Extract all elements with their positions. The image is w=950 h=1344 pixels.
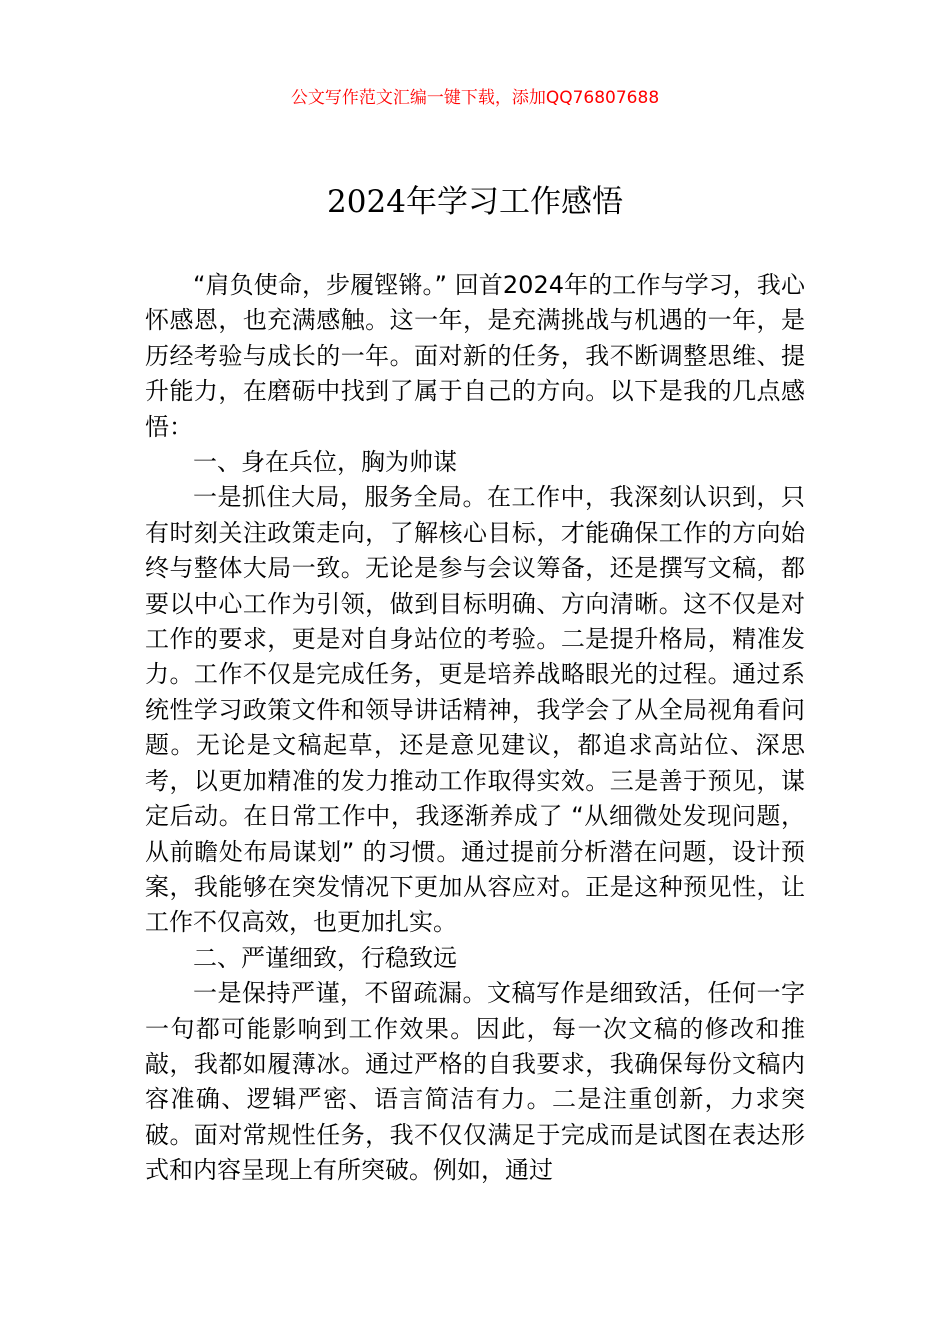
intro-paragraph: “肩负使命，步履铿锵。” 回首2024年的工作与学习，我心怀感恩，也充满感触。这一年，是充满挑战与机遇的一年，是历经考验与成长的一年。面对新的任务，我不断调整思维、提升能力，在磨砺中找到了属于自己的方向。以下是我的几点感悟： bbox=[145, 271, 805, 441]
section-1-paragraph: 一是抓住大局，服务全局。在工作中，我深刻认识到，只有时刻关注政策走向，了解核心目标，才能确保工作的方向始终与整体大局一致。无论是参与会议筹备，还是撰写文稿，都要以中心工作为引领，做到目标明确、方向清晰。这不仅是对工作的要求，更是对自身站位的考验。二是提升格局，精准发力。工作不仅是完成任务，更是培养战略眼光的过程。通过系统性学习政策文件和领导讲话精神，我学会了从全局视角看问题。无论是文稿起草，还是意见建议，都追求高站位、深思考，以更加精准的发力推动工作取得实效。三是善于预见，谋定后动。在日常工作中，我逐渐养成了 “从细微处发现问题，从前瞻处布局谋划” 的习惯。通过提前分析潜在问题，设计预案，我能够在突发情况下更加从容应对。正是这种预见性，让工作不仅高效，也更加扎实。 bbox=[145, 483, 805, 937]
header-note: 公文写作范文汇编一键下载，添加QQ76807688 bbox=[290, 88, 660, 108]
section-2-paragraph: 一是保持严谨，不留疏漏。文稿写作是细致活，任何一字一句都可能影响到工作效果。因此，每一次文稿的修改和推敲，我都如履薄冰。通过严格的自我要求，我确保每份文稿内容准确、逻辑严密、语言简洁有力。二是注重创新，力求突破。面对常规性任务，我不仅仅满足于完成而是试图在表达形式和内容呈现上有所突破。例如，通过 bbox=[145, 979, 805, 1185]
section-heading-1: 一、身在兵位，胸为帅谋 bbox=[193, 448, 457, 477]
document-title: 2024年学习工作感悟 bbox=[327, 184, 623, 220]
document-body bbox=[145, 268, 805, 1189]
section-heading-2: 二、严谨细致，行稳致远 bbox=[193, 943, 457, 972]
